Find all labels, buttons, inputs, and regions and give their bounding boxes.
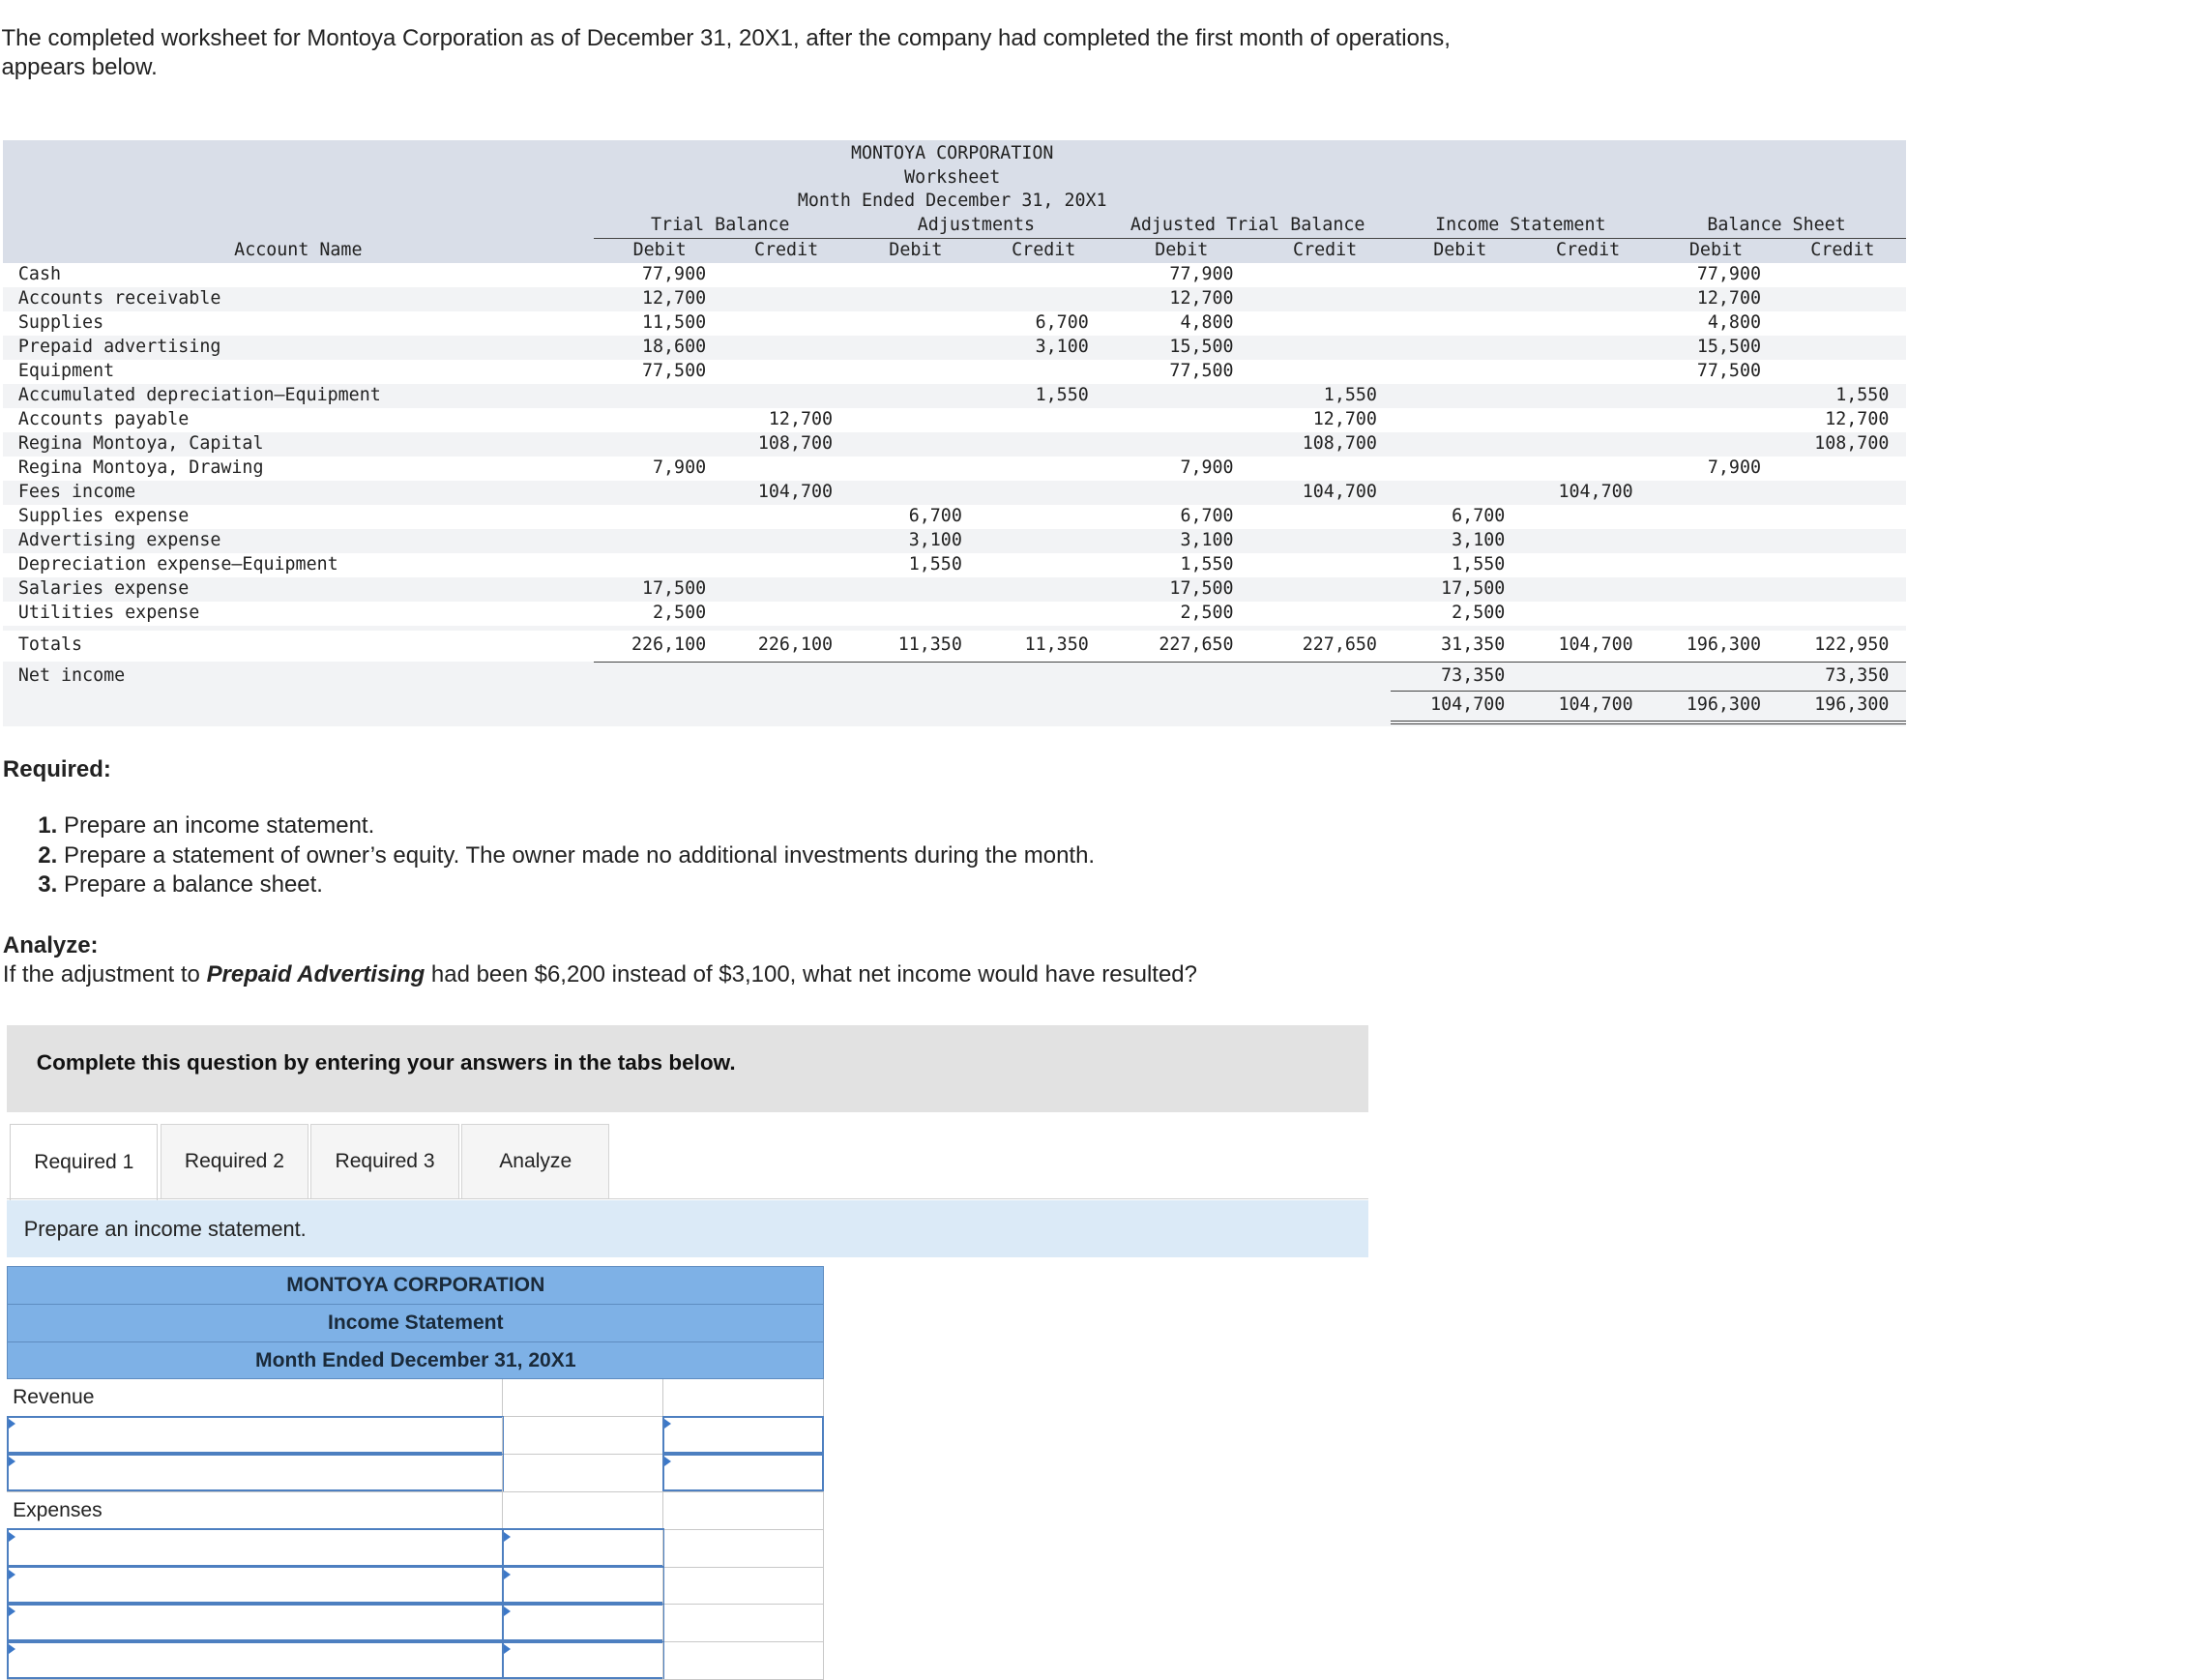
total-amount: 226,100 xyxy=(631,634,707,655)
credit-header: Credit xyxy=(1810,240,1875,261)
final-double-underline xyxy=(1391,721,1905,722)
totals-label: Totals xyxy=(17,634,83,655)
worksheet-amount: 3,100 xyxy=(1452,530,1506,551)
worksheet-title: Worksheet xyxy=(904,166,1001,188)
worksheet-amount: 15,500 xyxy=(1696,337,1762,358)
final-total: 104,700 xyxy=(1430,694,1506,716)
worksheet-amount: 77,900 xyxy=(641,263,707,284)
worksheet-amount: 6,700 xyxy=(1180,506,1234,527)
worksheet-amount: 6,700 xyxy=(1035,312,1089,333)
is-expense-input-row-4 xyxy=(7,1642,824,1680)
account-name-header: Account Name xyxy=(234,240,363,261)
row-stripe xyxy=(3,360,1906,384)
net-income-label: Net income xyxy=(17,664,126,686)
account-name: Regina Montoya, Drawing xyxy=(17,457,264,479)
worksheet-amount: 12,700 xyxy=(1825,409,1890,430)
worksheet-amount: 1,550 xyxy=(908,554,962,575)
final-total: 196,300 xyxy=(1686,694,1762,716)
worksheet-amount: 77,500 xyxy=(1696,361,1762,382)
worksheet-period: Month Ended December 31, 20X1 xyxy=(797,191,1107,212)
required-item-2: 2. Prepare a statement of owner’s equity. The owner made no additional investments during the month. xyxy=(38,841,1096,869)
is-expense-input-row-3 xyxy=(7,1605,824,1642)
worksheet-amount: 18,600 xyxy=(641,337,707,358)
tab-analyze[interactable]: Analyze xyxy=(461,1124,609,1198)
tab-required-2[interactable]: Required 2 xyxy=(161,1124,308,1198)
account-name: Depreciation expense—Equipment xyxy=(17,554,338,575)
account-name: Fees income xyxy=(17,482,136,503)
income-statement-form xyxy=(7,1266,824,1680)
is-expenses-label: Expenses xyxy=(13,1498,103,1521)
account-name: Equipment xyxy=(17,361,115,382)
account-name: Accounts payable xyxy=(17,409,190,430)
revenue-account-input-2[interactable] xyxy=(7,1454,503,1491)
account-name: Advertising expense xyxy=(17,530,221,551)
worksheet-table xyxy=(3,140,1906,725)
final-double-underline xyxy=(1391,723,1905,724)
is-revenue-row xyxy=(7,1379,824,1417)
worksheet-amount: 15,500 xyxy=(1169,337,1234,358)
total-amount: 226,100 xyxy=(757,634,834,655)
worksheet-company: MONTOYA CORPORATION xyxy=(850,142,1054,163)
worksheet-amount: 12,700 xyxy=(1169,287,1234,309)
net-income-amount: 73,350 xyxy=(1825,664,1890,686)
is-cell xyxy=(662,1642,824,1679)
tab-required-3[interactable]: Required 3 xyxy=(310,1124,458,1198)
net-income-amount: 73,350 xyxy=(1441,664,1506,686)
worksheet-amount: 2,500 xyxy=(1180,603,1234,624)
worksheet-amount: 4,800 xyxy=(1707,312,1762,333)
debit-header: Debit xyxy=(1688,240,1744,261)
worksheet-amount: 7,900 xyxy=(653,457,707,479)
revenue-amount-input-1[interactable] xyxy=(662,1416,824,1454)
worksheet-amount: 1,550 xyxy=(1180,554,1234,575)
worksheet-amount: 17,500 xyxy=(1169,578,1234,600)
worksheet-amount: 108,700 xyxy=(1302,433,1377,455)
worksheet-amount: 104,700 xyxy=(757,482,834,503)
account-name: Utilities expense xyxy=(17,603,200,624)
worksheet-amount: 17,500 xyxy=(641,578,707,600)
worksheet-amount: 2,500 xyxy=(653,603,707,624)
worksheet-amount: 1,550 xyxy=(1035,385,1089,406)
is-revenue-input-row-1 xyxy=(7,1417,824,1455)
worksheet-amount: 17,500 xyxy=(1441,578,1506,600)
totals-underline xyxy=(594,662,1906,663)
worksheet-amount: 12,700 xyxy=(768,409,834,430)
is-expenses-row xyxy=(7,1492,824,1530)
row-stripe xyxy=(3,311,1906,336)
debit-header: Debit xyxy=(1433,240,1487,261)
is-expense-input-row-1 xyxy=(7,1530,824,1568)
column-group-header: Income Statement xyxy=(1435,215,1606,236)
is-cell xyxy=(662,1492,824,1529)
worksheet-amount: 4,800 xyxy=(1180,312,1234,333)
is-revenue-input-row-2 xyxy=(7,1455,824,1492)
worksheet-amount: 12,700 xyxy=(641,287,707,309)
is-cell xyxy=(662,1530,824,1567)
account-name: Salaries expense xyxy=(17,578,190,600)
required-heading: Required: xyxy=(2,756,111,783)
worksheet-amount: 3,100 xyxy=(1180,530,1234,551)
column-group-header: Adjustments xyxy=(917,215,1036,236)
analyze-section xyxy=(3,931,1197,990)
expense-account-input-1[interactable] xyxy=(7,1528,503,1566)
is-cell xyxy=(502,1417,662,1454)
worksheet-amount: 77,900 xyxy=(1169,263,1234,284)
page xyxy=(0,24,2200,1665)
account-name: Prepaid advertising xyxy=(17,337,221,358)
row-stripe xyxy=(3,408,1906,432)
is-cell xyxy=(502,1455,662,1491)
worksheet-amount: 6,700 xyxy=(1452,506,1506,527)
account-name: Regina Montoya, Capital xyxy=(17,433,264,455)
required-item-1: 1. Prepare an income statement. xyxy=(38,812,375,840)
column-group-header: Adjusted Trial Balance xyxy=(1130,215,1365,236)
row-stripe xyxy=(3,263,1906,287)
credit-header: Credit xyxy=(1012,240,1076,261)
is-period: Month Ended December 31, 20X1 xyxy=(7,1341,824,1380)
tab-prompt: Prepare an income statement. xyxy=(7,1200,1368,1258)
row-stripe xyxy=(3,602,1906,626)
worksheet-amount: 1,550 xyxy=(1835,385,1890,406)
revenue-account-input-1[interactable] xyxy=(7,1416,503,1454)
is-cell xyxy=(502,1492,662,1529)
revenue-amount-input-2[interactable] xyxy=(662,1454,824,1491)
worksheet-amount: 12,700 xyxy=(1312,409,1377,430)
debit-header: Debit xyxy=(889,240,943,261)
net-income-underline xyxy=(1391,691,1905,692)
analyze-heading: Analyze: xyxy=(2,931,99,958)
worksheet-amount: 1,550 xyxy=(1452,554,1506,575)
worksheet-amount: 11,500 xyxy=(641,312,707,333)
intro-text: The completed worksheet for Montoya Corporation as of December 31, 20X1, after the company had completed the first month of operations, appears below. xyxy=(1,24,1451,81)
expense-amount-input-2[interactable] xyxy=(502,1566,663,1604)
is-cell xyxy=(662,1568,824,1605)
tab-required-1[interactable]: Required 1 xyxy=(10,1124,158,1201)
total-amount: 11,350 xyxy=(1024,634,1089,655)
worksheet-amount: 7,900 xyxy=(1180,457,1234,479)
expense-amount-input-1[interactable] xyxy=(502,1528,663,1566)
account-name: Cash xyxy=(17,263,61,284)
worksheet-amount: 7,900 xyxy=(1707,457,1762,479)
worksheet-amount: 104,700 xyxy=(1558,482,1633,503)
credit-header: Credit xyxy=(1556,240,1621,261)
is-cell xyxy=(662,1379,824,1416)
worksheet-amount: 77,900 xyxy=(1696,263,1762,284)
is-expense-input-row-2 xyxy=(7,1568,824,1606)
account-name: Accumulated depreciation—Equipment xyxy=(17,385,381,406)
expense-account-input-4[interactable] xyxy=(7,1641,503,1679)
account-name: Supplies expense xyxy=(17,506,190,527)
account-name: Supplies xyxy=(17,312,104,333)
account-name: Accounts receivable xyxy=(17,287,221,309)
expense-amount-input-4[interactable] xyxy=(502,1641,663,1679)
is-cell xyxy=(502,1379,662,1416)
required-item-3: 3. Prepare a balance sheet. xyxy=(38,871,323,899)
total-amount: 227,650 xyxy=(1159,634,1234,655)
total-amount: 11,350 xyxy=(897,634,962,655)
credit-header: Credit xyxy=(1293,240,1358,261)
worksheet-amount: 3,100 xyxy=(908,530,962,551)
worksheet-amount: 104,700 xyxy=(1302,482,1377,503)
total-amount: 104,700 xyxy=(1558,634,1633,655)
worksheet-amount: 2,500 xyxy=(1452,603,1506,624)
is-title: Income Statement xyxy=(7,1304,824,1341)
column-group-header: Trial Balance xyxy=(651,215,790,236)
debit-header: Debit xyxy=(1155,240,1209,261)
expense-account-input-2[interactable] xyxy=(7,1566,503,1604)
is-company: MONTOYA CORPORATION xyxy=(7,1266,824,1304)
column-group-header: Balance Sheet xyxy=(1707,215,1846,236)
instruction-banner: Complete this question by entering your answers in the tabs below. xyxy=(7,1025,1368,1112)
credit-header: Credit xyxy=(753,240,819,261)
total-amount: 122,950 xyxy=(1814,634,1890,655)
total-amount: 227,650 xyxy=(1302,634,1377,655)
worksheet-amount: 77,500 xyxy=(641,361,707,382)
final-total: 196,300 xyxy=(1814,694,1890,716)
debit-header: Debit xyxy=(632,240,687,261)
worksheet-amount: 6,700 xyxy=(908,506,962,527)
required-list xyxy=(38,811,1095,900)
worksheet-amount: 108,700 xyxy=(757,433,834,455)
total-amount: 31,350 xyxy=(1441,634,1506,655)
expense-account-input-3[interactable] xyxy=(7,1604,503,1641)
row-stripe xyxy=(3,457,1906,481)
is-cell xyxy=(662,1605,824,1641)
is-revenue-label: Revenue xyxy=(13,1386,95,1409)
worksheet-amount: 12,700 xyxy=(1696,287,1762,309)
total-amount: 196,300 xyxy=(1686,634,1762,655)
worksheet-amount: 1,550 xyxy=(1323,385,1377,406)
worksheet-amount: 77,500 xyxy=(1169,361,1234,382)
worksheet-amount: 108,700 xyxy=(1814,433,1890,455)
final-total: 104,700 xyxy=(1558,694,1633,716)
analyze-question: If the adjustment to Prepaid Advertising had been $6,200 instead of $3,100, what net income would have resulted? xyxy=(2,961,1197,988)
expense-amount-input-3[interactable] xyxy=(502,1604,663,1641)
worksheet-amount: 3,100 xyxy=(1035,337,1089,358)
